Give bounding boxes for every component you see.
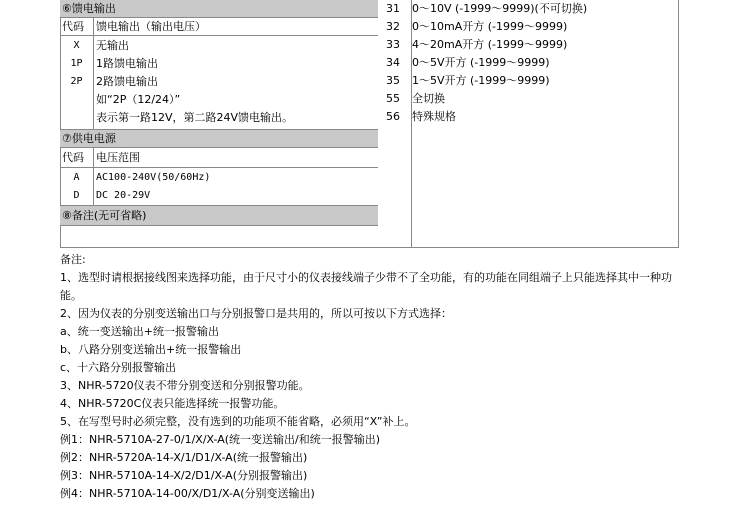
note-line: 例3：NHR-5710A-14-X/2/D1/X-A(分别报警输出) bbox=[60, 469, 308, 482]
note-line: 例4：NHR-5710A-14-00/X/D1/X-A(分别变送输出) bbox=[60, 487, 315, 500]
section6-desc: 2路馈电输出 bbox=[96, 75, 158, 88]
section6-desc: 无输出 bbox=[96, 39, 129, 52]
section7-codes bbox=[60, 168, 94, 205]
section7-header-code: 代码 bbox=[60, 148, 94, 167]
note-line: 2、因为仪表的分别变送输出口与分别报警口是共用的，所以可按以下方式选择： bbox=[60, 307, 452, 320]
list-item-code: 31 bbox=[386, 2, 400, 15]
list-item-code: 55 bbox=[386, 92, 400, 105]
note-line: 例1：NHR-5710A-27-0/1/X/X-A(统一变送输出/和统一报警输出) bbox=[60, 433, 381, 446]
left-column bbox=[60, 0, 378, 244]
list-item-code: 35 bbox=[386, 74, 400, 87]
section6-header-desc: 馈电输出（输出电压） bbox=[96, 20, 206, 33]
section6-title: ⑥馈电输出 bbox=[60, 0, 378, 18]
section6-body bbox=[60, 36, 378, 130]
section7-code: D bbox=[73, 190, 80, 201]
section7-desc: AC100-240V(50/60Hz) bbox=[96, 172, 211, 183]
notes-title: 备注: bbox=[60, 253, 86, 266]
list-item bbox=[386, 36, 676, 54]
section7-header-row bbox=[60, 148, 378, 168]
list-item bbox=[386, 108, 676, 126]
note-line: c、十六路分别报警输出 bbox=[60, 361, 177, 374]
list-item bbox=[386, 18, 676, 36]
section6-header-code: 代码 bbox=[60, 18, 94, 35]
list-item-code: 56 bbox=[386, 110, 400, 123]
section6-header-row bbox=[60, 18, 378, 36]
list-item-desc: 0～10V (-1999～9999)(不可切换) bbox=[412, 2, 588, 15]
section6-desc: 1路馈电输出 bbox=[96, 57, 158, 70]
note-line: a、统一变送输出+统一报警输出 bbox=[60, 325, 219, 338]
list-item-code: 34 bbox=[386, 56, 400, 69]
list-item-desc: 特殊规格 bbox=[412, 110, 456, 123]
note-line: b、八路分别变送输出+统一报警输出 bbox=[60, 343, 242, 356]
list-item-desc: 0～10mA开方 (-1999～9999) bbox=[412, 20, 568, 33]
section7-header-desc: 电压范围 bbox=[96, 151, 140, 164]
section7-desc: DC 20-29V bbox=[96, 190, 151, 201]
section6-descs bbox=[94, 36, 378, 129]
section8-title: ⑧备注(无可省略) bbox=[60, 206, 378, 226]
section6-code: X bbox=[73, 40, 80, 51]
section7-code: A bbox=[73, 172, 80, 183]
list-item bbox=[386, 72, 676, 90]
section6-desc: 表示第一路12V，第二路24V馈电输出。 bbox=[96, 111, 294, 124]
list-item bbox=[386, 0, 676, 18]
list-item bbox=[386, 54, 676, 72]
section6-code: 2P bbox=[70, 76, 83, 87]
notes-section bbox=[60, 251, 700, 503]
list-item-desc: 全切换 bbox=[412, 92, 445, 105]
section6-desc: 如“2P（12/24）” bbox=[96, 93, 181, 106]
section6-code: 1P bbox=[70, 58, 83, 69]
right-column bbox=[386, 0, 676, 126]
list-item-desc: 1～5V开方 (-1999～9999) bbox=[412, 74, 550, 87]
section6-codes bbox=[60, 36, 94, 129]
list-item-code: 32 bbox=[386, 20, 400, 33]
list-item-desc: 0～5V开方 (-1999～9999) bbox=[412, 56, 550, 69]
note-line: 1、选型时请根据接线图来选择功能，由于尺寸小的仪表接线端子少带不了全功能，有的功能在同组端子上只能选择其中一种功能。 bbox=[60, 271, 672, 302]
note-line: 5、在写型号时必须完整，没有选到的功能项不能省略，必须用“X”补上。 bbox=[60, 415, 416, 428]
list-item bbox=[386, 90, 676, 108]
note-line: 3、NHR-5720仪表不带分别变送和分别报警功能。 bbox=[60, 379, 310, 392]
section7-title: ⑦供电电源 bbox=[60, 130, 378, 148]
list-item-desc: 4～20mA开方 (-1999～9999) bbox=[412, 38, 568, 51]
note-line: 例2：NHR-5720A-14-X/1/D1/X-A(统一报警输出) bbox=[60, 451, 308, 464]
list-item-code: 33 bbox=[386, 38, 400, 51]
section8-body bbox=[60, 226, 378, 244]
section7-descs bbox=[94, 168, 378, 205]
note-line: 4、NHR-5720C仪表只能选择统一报警功能。 bbox=[60, 397, 285, 410]
section7-body bbox=[60, 168, 378, 206]
